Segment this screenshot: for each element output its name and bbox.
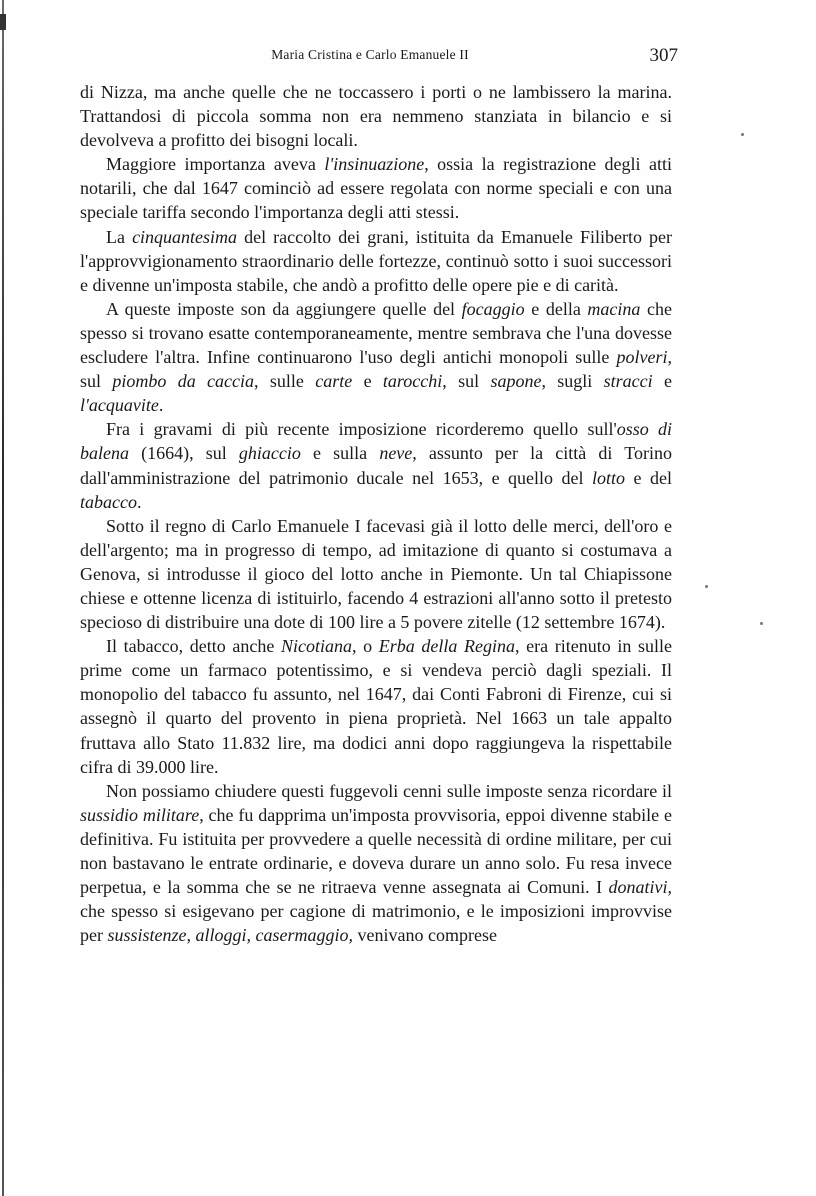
- page-binding-edge: [2, 0, 4, 1196]
- text-run: , era ritenuto in sulle prime come un farmaco potentissimo, e si vendeva perciò dagli speziali. Il monopolio del tabacco fu assunto, nel 1647, dai Conti Fabroni di Firenze, cui si assegnò il quarto del provento in piena proprietà. Nel 1663 un tale appalto fruttava allo Stato 11.832 lire, ma dodici anni dopo raggiungeva la rispettabile cifra di 39.000 lire.: [80, 636, 672, 777]
- paragraph-p1: [80, 80, 672, 152]
- italic-term: stracci: [603, 371, 653, 392]
- text-run: Maggiore importanza aveva: [106, 154, 325, 175]
- text-run: , assunto per la città di Torino dall'amministrazione del patrimonio ducale nel 1653, e quello del: [80, 443, 672, 488]
- italic-term: osso di balena: [80, 419, 673, 464]
- italic-term: tarocchi: [382, 371, 443, 392]
- text-run: Non possiamo chiudere questi fuggevoli cenni sulle imposte senza ricordare il: [106, 780, 672, 801]
- text-run: , sul: [80, 347, 672, 392]
- italic-term: sussistenze, alloggi, casermaggio,: [107, 925, 353, 946]
- paragraph-p3: [80, 225, 672, 297]
- text-run: , ossia la registrazione degli atti notarili, che dal 1647 cominciò ad essere regolata con norme speciali e con una speciale tariffa secondo l'importanza degli atti stessi.: [80, 154, 672, 223]
- running-head: [80, 45, 680, 69]
- paragraph-p6: [80, 514, 672, 634]
- text-run: e: [352, 371, 383, 392]
- italic-term: focaggio: [461, 298, 525, 319]
- italic-term: Nicotiana: [280, 636, 352, 657]
- scan-speck: [760, 622, 763, 625]
- paragraph-p8: [80, 779, 672, 948]
- running-title: Maria Cristina e Carlo Emanuele II: [271, 47, 469, 62]
- text-run: .: [158, 395, 164, 416]
- text-run: , che fu dapprima un'imposta provvisoria, eppoi divenne stabile e definitiva. Fu istituita per provvedere a quelle necessità di ordine militare, per cui non bastavano le entrate ordinarie, e doveva durare un anno solo. Fu resa invece perpetua, e la somma che se ne ritraeva venne assegnata ai Comuni. I: [80, 804, 672, 898]
- italic-term: piombo da caccia: [112, 371, 255, 392]
- paragraph-p7: [80, 634, 672, 779]
- text-run: e: [652, 371, 672, 392]
- text-run: che spesso si trovano esatte contemporaneamente, mentre sembrava che l'una dovesse escludere l'altra. Infine continuarono l'uso degli antichi monopoli sulle: [80, 298, 672, 368]
- text-run: .: [136, 491, 142, 512]
- paragraph-p5: [80, 417, 672, 513]
- paragraph-p2: [80, 152, 672, 224]
- body-text: [80, 80, 672, 947]
- text-run: del raccolto dei grani, istituita da Emanuele Filiberto per l'approvvigionamento straordinario delle fortezze, continuò sotto i suoi successori e divenne un'imposta stabile, che andò a profitto delle opere pie e di carità.: [80, 226, 673, 295]
- italic-term: donativi: [608, 877, 668, 898]
- italic-term: Erba della Regina: [378, 636, 515, 657]
- text-run: , che spesso si esigevano per cagione di matrimonio, e le imposizioni improvvise per: [80, 877, 672, 946]
- scan-speck: [705, 585, 708, 588]
- text-run: e della: [524, 298, 588, 319]
- italic-term: polveri: [616, 347, 668, 368]
- italic-term: lotto: [592, 467, 626, 488]
- text-run: e sulla: [300, 443, 380, 464]
- text-run: , sul: [442, 371, 491, 392]
- italic-term: tabacco: [80, 491, 137, 512]
- paragraph-p4: [80, 297, 672, 417]
- italic-term: cinquantesima: [132, 226, 238, 247]
- text-run: (1664), sul: [129, 443, 239, 464]
- italic-term: sussidio militare: [80, 804, 200, 825]
- text-run: Fra i gravami di più recente imposizione ricorderemo quello sull': [106, 419, 617, 440]
- italic-term: ghiaccio: [238, 443, 301, 464]
- text-run: , sugli: [541, 371, 604, 392]
- text-run: A queste imposte son da aggiungere quelle del: [106, 298, 462, 319]
- text-run: Il tabacco, detto anche: [106, 636, 281, 657]
- italic-term: l'insinuazione: [324, 154, 425, 175]
- italic-term: sapone: [490, 371, 542, 392]
- text-run: La: [106, 226, 133, 247]
- text-run: venivano comprese: [352, 925, 497, 946]
- text-run: e del: [625, 467, 672, 488]
- text-run: Sotto il regno di Carlo Emanuele I facevasi già il lotto delle merci, dell'oro e dell'argento; ma in progresso di tempo, ad imitazione di quanto si costumava a Genova, si introdusse il gioco del lotto anche in Piemonte. Un tal Chiapissone chiese e ottenne licenza di istituirlo, facendo 4 estrazioni all'anno sotto il pretesto specioso di distribuire una dote di 100 lire a 5 povere zitelle (12 settembre 1674).: [80, 515, 672, 633]
- text-run: di Nizza, ma anche quelle che ne toccassero i porti o ne lambissero la marina. Trattandosi di piccola somma non era nemmeno stanziata in bilancio e si devolveva a profitto dei bisogni locali.: [80, 82, 672, 151]
- italic-term: macina: [587, 298, 641, 319]
- text-run: , o: [351, 636, 379, 657]
- scan-speck: [741, 133, 744, 136]
- italic-term: carte: [315, 371, 353, 392]
- page-edge-mark: [0, 14, 6, 30]
- italic-term: neve: [379, 443, 413, 464]
- text-run: , sulle: [254, 371, 316, 392]
- italic-term: l'acquavite: [80, 395, 159, 416]
- page-number: 307: [649, 45, 678, 66]
